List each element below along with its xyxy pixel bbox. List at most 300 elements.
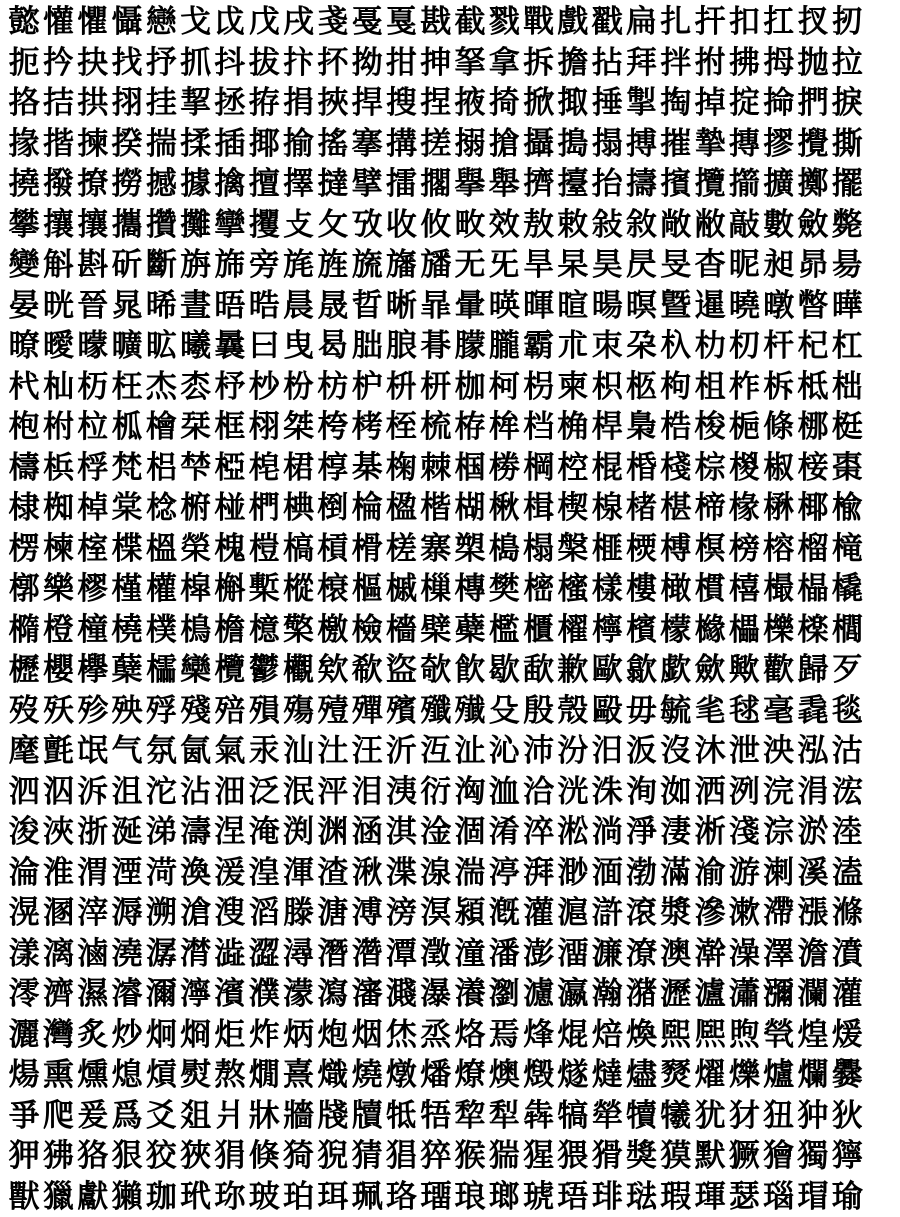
glyph-cell: 爭	[7, 1096, 41, 1137]
glyph-cell: 鬱	[247, 650, 281, 691]
glyph-cell: 熬	[213, 1055, 247, 1096]
glyph-cell: 浙	[76, 812, 110, 853]
glyph-cell: 擔	[556, 43, 590, 84]
glyph-cell: 櫟	[762, 610, 796, 651]
glyph-cell: 涕	[144, 812, 178, 853]
glyph-cell: 淌	[590, 812, 624, 853]
glyph-cell: 溘	[830, 853, 864, 894]
glyph-cell: 潴	[624, 974, 658, 1015]
glyph-cell: 晄	[41, 286, 75, 327]
glyph-cell: 歿	[7, 691, 41, 732]
glyph-cell: 擂	[384, 164, 418, 205]
glyph-cell: 梔	[727, 407, 761, 448]
glyph-cell: 椁	[316, 448, 350, 489]
glyph-cell: 淪	[7, 853, 41, 894]
glyph-cell: 猥	[556, 1136, 590, 1177]
glyph-cell: 暎	[487, 286, 521, 327]
glyph-cell: 泝	[76, 772, 110, 813]
glyph-cell: 扨	[830, 2, 864, 43]
glyph-cell: 濔	[144, 974, 178, 1015]
glyph-cell: 歙	[624, 650, 658, 691]
glyph-cell: 朏	[350, 326, 384, 367]
glyph-cell: 泗	[7, 772, 41, 813]
glyph-cell: 櫺	[144, 650, 178, 691]
glyph-cell: 搆	[384, 124, 418, 165]
glyph-cell: 栲	[350, 407, 384, 448]
glyph-cell: 煕	[659, 1015, 693, 1056]
glyph-cell: 灌	[830, 974, 864, 1015]
glyph-cell: 枅	[419, 367, 453, 408]
glyph-cell: 晨	[281, 286, 315, 327]
glyph-cell: 潛	[316, 934, 350, 975]
glyph-cell: 涸	[453, 812, 487, 853]
glyph-row	[7, 1096, 893, 1137]
glyph-cell: 拗	[350, 43, 384, 84]
glyph-cell: 爼	[178, 1096, 212, 1137]
glyph-cell: 燎	[453, 1055, 487, 1096]
glyph-cell: 猾	[590, 1136, 624, 1177]
glyph-cell: 洟	[384, 772, 418, 813]
glyph-cell: 撼	[144, 164, 178, 205]
glyph-row	[7, 1055, 893, 1096]
glyph-cell: 撥	[41, 164, 75, 205]
glyph-cell: 漑	[487, 893, 521, 934]
glyph-cell: 揩	[41, 124, 75, 165]
glyph-cell: 梛	[796, 407, 830, 448]
glyph-cell: 抬	[590, 164, 624, 205]
glyph-cell: 熈	[693, 1015, 727, 1056]
glyph-cell: 滕	[281, 893, 315, 934]
glyph-cell: 燗	[247, 1055, 281, 1096]
glyph-cell: 牀	[247, 1096, 281, 1137]
glyph-cell: 晰	[384, 286, 418, 327]
glyph-cell: 熹	[281, 1055, 315, 1096]
glyph-cell: 滄	[178, 893, 212, 934]
glyph-cell: 殤	[281, 691, 315, 732]
glyph-cell: 瀰	[762, 974, 796, 1015]
glyph-cell: 暘	[590, 286, 624, 327]
glyph-cell: 榴	[796, 529, 830, 570]
glyph-cell: 煥	[624, 1015, 658, 1056]
glyph-cell: 狒	[41, 1136, 75, 1177]
glyph-cell: 泪	[350, 772, 384, 813]
glyph-cell: 濛	[281, 974, 315, 1015]
glyph-cell: 栩	[247, 407, 281, 448]
glyph-cell: 檻	[487, 610, 521, 651]
glyph-cell: 琲	[590, 1177, 624, 1217]
glyph-cell: 椨	[178, 488, 212, 529]
glyph-cell: 湃	[521, 853, 555, 894]
glyph-cell: 曷	[316, 326, 350, 367]
glyph-row	[7, 407, 893, 448]
glyph-cell: 拊	[693, 43, 727, 84]
glyph-cell: 杤	[76, 367, 110, 408]
glyph-cell: 涵	[350, 812, 384, 853]
glyph-cell: 椽	[727, 488, 761, 529]
glyph-cell: 澹	[796, 934, 830, 975]
glyph-cell: 拜	[624, 43, 658, 84]
glyph-cell: 渝	[693, 853, 727, 894]
glyph-cell: 攝	[521, 124, 555, 165]
glyph-cell: 渊	[316, 812, 350, 853]
glyph-cell: 獗	[727, 1136, 761, 1177]
glyph-cell: 珎	[213, 1177, 247, 1217]
glyph-cell: 泛	[247, 772, 281, 813]
glyph-cell: 焉	[487, 1015, 521, 1056]
glyph-cell: 擲	[796, 164, 830, 205]
glyph-cell: 朮	[556, 326, 590, 367]
glyph-cell: 擣	[624, 164, 658, 205]
glyph-cell: 拵	[247, 83, 281, 124]
glyph-cell: 戮	[487, 2, 521, 43]
glyph-cell: 楝	[41, 529, 75, 570]
glyph-cell: 瑯	[487, 1177, 521, 1217]
glyph-cell: 攷	[350, 205, 384, 246]
glyph-cell: 暝	[624, 286, 658, 327]
glyph-cell: 沂	[384, 731, 418, 772]
glyph-cell: 楪	[110, 529, 144, 570]
glyph-cell: 桎	[384, 407, 418, 448]
glyph-cell: 玳	[178, 1177, 212, 1217]
glyph-cell: 殳	[487, 691, 521, 732]
glyph-cell: 燻	[76, 1055, 110, 1096]
glyph-cell: 煢	[762, 1015, 796, 1056]
glyph-cell: 爛	[796, 1055, 830, 1096]
glyph-cell: 狆	[796, 1096, 830, 1137]
glyph-cell: 椚	[247, 488, 281, 529]
glyph-cell: 挌	[7, 83, 41, 124]
glyph-cell: 旛	[384, 245, 418, 286]
glyph-cell: 盜	[384, 650, 418, 691]
glyph-cell: 滬	[556, 893, 590, 934]
glyph-cell: 濟	[41, 974, 75, 1015]
glyph-cell: 狠	[110, 1136, 144, 1177]
glyph-cell: 抔	[316, 43, 350, 84]
glyph-cell: 游	[727, 853, 761, 894]
glyph-cell: 涓	[796, 772, 830, 813]
glyph-cell: 檍	[247, 610, 281, 651]
glyph-cell: 敝	[693, 205, 727, 246]
glyph-cell: 殀	[41, 691, 75, 732]
glyph-cell: 爻	[144, 1096, 178, 1137]
glyph-cell: 档	[521, 407, 555, 448]
glyph-cell: 樔	[419, 569, 453, 610]
glyph-cell: 曖	[41, 326, 75, 367]
glyph-cell: 曁	[659, 286, 693, 327]
glyph-cell: 樛	[76, 569, 110, 610]
glyph-cell: 沮	[110, 772, 144, 813]
glyph-row	[7, 1015, 893, 1056]
glyph-cell: 濂	[590, 934, 624, 975]
glyph-cell: 爲	[110, 1096, 144, 1137]
glyph-cell: 掉	[693, 83, 727, 124]
glyph-cell: 渣	[316, 853, 350, 894]
glyph-cell: 狡	[144, 1136, 178, 1177]
glyph-cell: 燼	[624, 1055, 658, 1096]
glyph-cell: 洸	[556, 772, 590, 813]
glyph-cell: 霸	[521, 326, 555, 367]
glyph-cell: 枹	[7, 407, 41, 448]
glyph-cell: 殷	[521, 691, 555, 732]
glyph-cell: 戳	[590, 2, 624, 43]
glyph-cell: 渕	[281, 812, 315, 853]
glyph-cell: 濬	[110, 974, 144, 1015]
glyph-cell: 揉	[178, 124, 212, 165]
glyph-cell: 朷	[727, 326, 761, 367]
glyph-cell: 棹	[76, 488, 110, 529]
glyph-cell: 湫	[350, 853, 384, 894]
glyph-cell: 殲	[419, 691, 453, 732]
glyph-cell: 朧	[487, 326, 521, 367]
glyph-cell: 澪	[7, 974, 41, 1015]
glyph-cell: 槎	[384, 529, 418, 570]
glyph-cell: 楫	[521, 488, 555, 529]
glyph-cell: 摶	[727, 124, 761, 165]
glyph-cell: 旙	[419, 245, 453, 286]
glyph-cell: 溪	[796, 853, 830, 894]
glyph-cell: 榿	[247, 529, 281, 570]
glyph-cell: 攵	[316, 205, 350, 246]
glyph-cell: 渮	[144, 853, 178, 894]
glyph-cell: 滌	[830, 893, 864, 934]
glyph-cell: 攫	[247, 205, 281, 246]
glyph-cell: 桙	[487, 407, 521, 448]
glyph-cell: 浣	[762, 772, 796, 813]
glyph-cell: 搜	[384, 83, 418, 124]
glyph-cell: 洵	[624, 772, 658, 813]
glyph-cell: 揆	[110, 124, 144, 165]
glyph-cell: 扠	[796, 2, 830, 43]
glyph-cell: 枌	[281, 367, 315, 408]
glyph-cell: 滔	[247, 893, 281, 934]
glyph-cell: 撈	[110, 164, 144, 205]
glyph-cell: 焜	[556, 1015, 590, 1056]
glyph-cell: 梠	[144, 448, 178, 489]
glyph-cell: 瀁	[453, 974, 487, 1015]
glyph-row	[7, 772, 893, 813]
glyph-cell: 舉	[487, 164, 521, 205]
glyph-cell: 欅	[76, 650, 110, 691]
glyph-cell: 拌	[659, 43, 693, 84]
glyph-cell: 沁	[487, 731, 521, 772]
glyph-cell: 淕	[830, 812, 864, 853]
glyph-cell: 撻	[316, 164, 350, 205]
glyph-cell: 瀘	[693, 974, 727, 1015]
glyph-cell: 瀟	[727, 974, 761, 1015]
glyph-cell: 珀	[281, 1177, 315, 1217]
glyph-cell: 曳	[281, 326, 315, 367]
glyph-cell: 狷	[213, 1136, 247, 1177]
glyph-cell: 懾	[110, 2, 144, 43]
glyph-cell: 歃	[521, 650, 555, 691]
glyph-cell: 珞	[384, 1177, 418, 1217]
glyph-cell: 棡	[521, 448, 555, 489]
glyph-cell: 擇	[281, 164, 315, 205]
glyph-cell: 椢	[453, 448, 487, 489]
glyph-cell: 殃	[110, 691, 144, 732]
glyph-cell: 犢	[624, 1096, 658, 1137]
glyph-cell: 猩	[521, 1136, 555, 1177]
glyph-cell: 犧	[659, 1096, 693, 1137]
glyph-cell: 渾	[281, 853, 315, 894]
glyph-cell: 烱	[178, 1015, 212, 1056]
glyph-cell: 歸	[796, 650, 830, 691]
glyph-cell: 猴	[453, 1136, 487, 1177]
glyph-cell: 敲	[727, 205, 761, 246]
glyph-cell: 斫	[110, 245, 144, 286]
glyph-cell: 涎	[110, 812, 144, 853]
glyph-cell: 棕	[693, 448, 727, 489]
glyph-cell: 搴	[350, 124, 384, 165]
glyph-cell: 榧	[590, 529, 624, 570]
glyph-cell: 攸	[419, 205, 453, 246]
glyph-cell: 漾	[7, 934, 41, 975]
glyph-cell: 潁	[453, 893, 487, 934]
glyph-cell: 潭	[384, 934, 418, 975]
glyph-cell: 爨	[830, 1055, 864, 1096]
glyph-cell: 栫	[453, 407, 487, 448]
glyph-cell: 曉	[727, 286, 761, 327]
glyph-cell: 椄	[796, 448, 830, 489]
glyph-cell: 寨	[419, 529, 453, 570]
glyph-cell: 柆	[76, 407, 110, 448]
glyph-cell: 珸	[556, 1177, 590, 1217]
glyph-cell: 歇	[487, 650, 521, 691]
glyph-cell: 槝	[487, 529, 521, 570]
glyph-cell: 槹	[178, 569, 212, 610]
glyph-cell: 燒	[350, 1055, 384, 1096]
glyph-cell: 檜	[144, 407, 178, 448]
glyph-cell: 橇	[830, 569, 864, 610]
glyph-cell: 朖	[384, 326, 418, 367]
glyph-cell: 揄	[281, 124, 315, 165]
glyph-row	[7, 2, 893, 43]
glyph-row	[7, 124, 893, 165]
glyph-cell: 暹	[693, 286, 727, 327]
glyph-row	[7, 731, 893, 772]
glyph-cell: 衍	[419, 772, 453, 813]
glyph-cell: 獎	[624, 1136, 658, 1177]
glyph-cell: 炙	[76, 1015, 110, 1056]
glyph-cell: 桍	[316, 407, 350, 448]
glyph-cell: 懼	[76, 2, 110, 43]
glyph-cell: 溂	[762, 853, 796, 894]
glyph-cell: 戔	[316, 2, 350, 43]
glyph-cell: 枷	[453, 367, 487, 408]
glyph-cell: 瑕	[659, 1177, 693, 1217]
glyph-cell: 燹	[659, 1055, 693, 1096]
glyph-cell: 攣	[213, 205, 247, 246]
glyph-cell: 懽	[41, 2, 75, 43]
glyph-cell: 梵	[110, 448, 144, 489]
glyph-cell: 椡	[316, 488, 350, 529]
glyph-cell: 气	[110, 731, 144, 772]
glyph-cell: 昵	[727, 245, 761, 286]
glyph-cell: 抻	[419, 43, 453, 84]
glyph-cell: 瑁	[796, 1177, 830, 1217]
glyph-cell: 棆	[350, 488, 384, 529]
glyph-cell: 濺	[384, 974, 418, 1015]
glyph-cell: 撕	[830, 124, 864, 165]
glyph-cell: 溷	[41, 893, 75, 934]
glyph-cell: 畋	[453, 205, 487, 246]
glyph-cell: 淅	[693, 812, 727, 853]
glyph-cell: 摧	[659, 124, 693, 165]
glyph-cell: 滸	[590, 893, 624, 934]
glyph-cell: 據	[178, 164, 212, 205]
glyph-cell: 澑	[556, 934, 590, 975]
glyph-row	[7, 83, 893, 124]
glyph-cell: 淇	[384, 812, 418, 853]
glyph-row	[7, 367, 893, 408]
glyph-cell: 瀋	[350, 974, 384, 1015]
glyph-cell: 焙	[590, 1015, 624, 1056]
glyph-row	[7, 610, 893, 651]
glyph-cell: 獵	[41, 1177, 75, 1217]
glyph-cell: 柢	[796, 367, 830, 408]
glyph-cell: 獺	[110, 1177, 144, 1217]
glyph-cell: 琅	[453, 1177, 487, 1217]
glyph-cell: 汕	[281, 731, 315, 772]
glyph-cell: 牆	[281, 1096, 315, 1137]
glyph-cell: 捏	[419, 83, 453, 124]
glyph-row	[7, 205, 893, 246]
glyph-row	[7, 853, 893, 894]
glyph-cell: 摯	[693, 124, 727, 165]
glyph-cell: 溲	[213, 893, 247, 934]
glyph-cell: 漲	[796, 893, 830, 934]
glyph-cell: 櫃	[521, 610, 555, 651]
glyph-cell: 欒	[178, 650, 212, 691]
glyph-row	[7, 691, 893, 732]
glyph-cell: 昶	[762, 245, 796, 286]
glyph-cell: 槧	[247, 569, 281, 610]
glyph-cell: 狢	[76, 1136, 110, 1177]
glyph-cell: 溏	[316, 893, 350, 934]
glyph-cell: 燵	[590, 1055, 624, 1096]
glyph-cell: 挈	[178, 83, 212, 124]
glyph-cell: 泄	[727, 731, 761, 772]
glyph-cell: 收	[384, 205, 418, 246]
glyph-cell: 熾	[316, 1055, 350, 1096]
glyph-cell: 玻	[247, 1177, 281, 1217]
glyph-cell: 截	[453, 2, 487, 43]
glyph-cell: 渺	[556, 853, 590, 894]
glyph-cell: 溯	[144, 893, 178, 934]
glyph-cell: 暉	[521, 286, 555, 327]
glyph-cell: 槲	[213, 569, 247, 610]
glyph-cell: 枉	[110, 367, 144, 408]
glyph-cell: 汨	[590, 731, 624, 772]
glyph-cell: 澡	[727, 934, 761, 975]
glyph-cell: 擧	[453, 164, 487, 205]
glyph-cell: 懿	[7, 2, 41, 43]
glyph-cell: 扁	[624, 2, 658, 43]
glyph-row	[7, 286, 893, 327]
glyph-cell: 澁	[213, 934, 247, 975]
glyph-cell: 櫚	[830, 610, 864, 651]
glyph-cell: 橦	[76, 610, 110, 651]
glyph-cell: 滯	[762, 893, 796, 934]
glyph-cell: 朸	[693, 326, 727, 367]
glyph-cell: 檬	[659, 610, 693, 651]
glyph-cell: 晏	[7, 286, 41, 327]
glyph-cell: 瑟	[727, 1177, 761, 1217]
glyph-cell: 槊	[453, 529, 487, 570]
glyph-cell: 梃	[830, 407, 864, 448]
glyph-cell: 琿	[693, 1177, 727, 1217]
glyph-cell: 淨	[624, 812, 658, 853]
